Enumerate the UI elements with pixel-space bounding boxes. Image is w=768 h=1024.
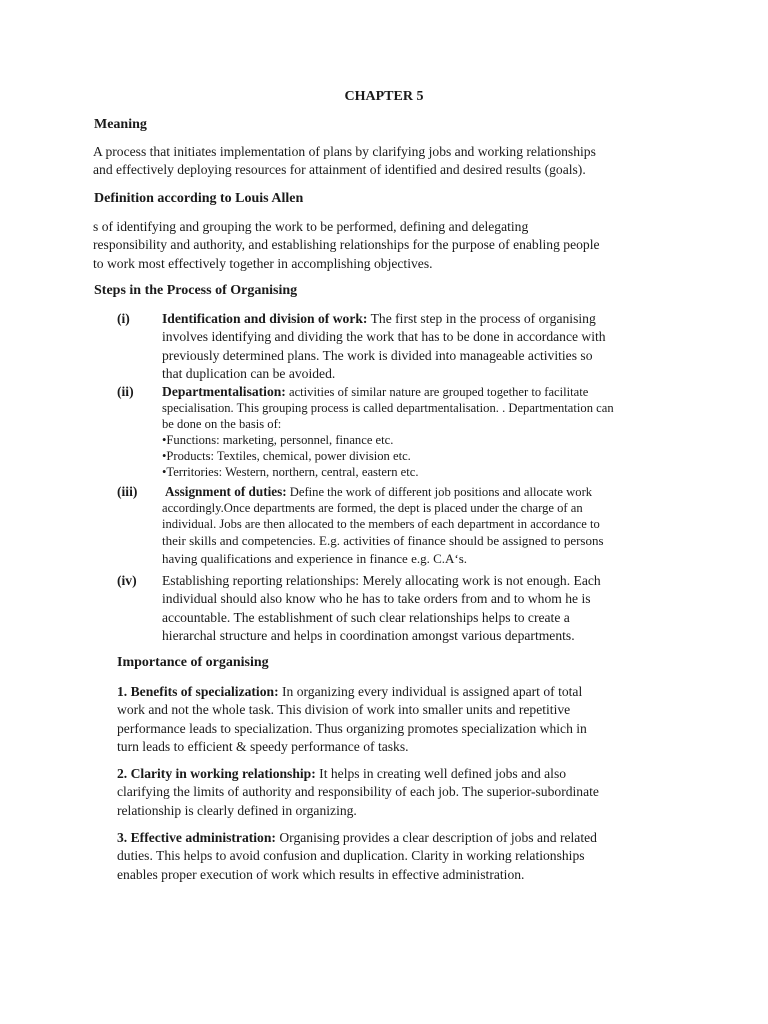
point-text: Organising provides a clear description of jobs and related: [275, 830, 597, 845]
step-body: [162, 572, 682, 645]
step-number: (iii): [117, 484, 138, 499]
step-line: hierarchal structure and helps in coordination amongst various departments.: [162, 627, 575, 643]
step-line: having qualifications and experience in finance e.g. C.A‘s.: [162, 550, 468, 566]
meaning-line: and effectively deploying resources for attainment of identified and desired results (goals).: [93, 162, 586, 178]
point-title: 3. Effective administration:: [117, 830, 276, 845]
definition-line: s of identifying and grouping the work to be performed, defining and delegating: [93, 219, 529, 234]
point-line: enables proper execution of work which results in effective administration.: [117, 866, 525, 882]
step-text: Define the work of different job positions and allocate work: [286, 485, 593, 499]
step-line: individual. Jobs are then allocated to the members of each department in accordance to: [162, 517, 600, 531]
step-line: individual should also know who he has to take orders from and to whom he is: [162, 591, 591, 607]
definition-line: responsibility and authority, and establishing relationships for the purpose of enabling people: [93, 237, 600, 253]
point-title: 1. Benefits of specialization:: [117, 684, 279, 699]
point-line: clarifying the limits of authority and responsibility of each job. The superior-subordinate: [117, 784, 599, 800]
step-line: accountable. The establishment of such clear relationships helps to create a: [162, 609, 570, 625]
step-text: activities of similar nature are grouped together to facilitate: [285, 385, 589, 399]
step-title: Departmentalisation:: [162, 384, 286, 399]
step-title: Assignment of duties:: [165, 484, 287, 499]
meaning-line: A process that initiates implementation of plans by clarifying jobs and working relationships: [93, 144, 596, 159]
point-line: relationship is clearly defined in organizing.: [117, 802, 357, 818]
step-text: The first step in the process of organising: [367, 311, 596, 326]
importance-point: [117, 765, 687, 820]
step-line: that duplication can be avoided.: [162, 365, 336, 381]
importance-point: [117, 829, 687, 884]
step-bullet: •Products: Textiles, chemical, power division etc.: [162, 449, 411, 463]
step-text: Establishing reporting relationships: Merely allocating work is not enough. Each: [162, 573, 601, 588]
step-bullet: •Territories: Western, northern, central, eastern etc.: [162, 465, 419, 479]
step-number: (iv): [117, 573, 137, 588]
step-body: [162, 384, 682, 480]
point-line: work and not the whole task. This division of work into smaller units and repetitive: [117, 702, 571, 718]
definition-heading: Definition according to Louis Allen: [94, 191, 304, 206]
step-line: accordingly.Once departments are formed, the dept is placed under the charge of an: [162, 501, 583, 515]
point-line: turn leads to efficient & speedy performance of tasks.: [117, 738, 409, 754]
steps-heading: Steps in the Process of Organising: [94, 283, 298, 298]
definition-paragraph: [93, 218, 683, 273]
meaning-paragraph: [93, 143, 683, 180]
step-line: previously determined plans. The work is divided into manageable activities so: [162, 347, 593, 363]
point-line: duties. This helps to avoid confusion and duplication. Clarity in working relationships: [117, 848, 585, 864]
chapter-title: CHAPTER 5: [344, 89, 424, 104]
step-line: specialisation. This grouping process is called departmentalisation. . Departmentation can: [162, 401, 614, 415]
step-line: involves identifying and dividing the work that has to be done in accordance with: [162, 329, 606, 345]
definition-line: to work most effectively together in accomplishing objectives.: [93, 255, 433, 271]
step-line: their skills and competencies. E.g. activities of finance should be assigned to persons: [162, 533, 604, 548]
point-text: It helps in creating well defined jobs and also: [315, 766, 567, 781]
step-title: Identification and division of work:: [162, 311, 368, 326]
step-number: (ii): [117, 384, 134, 399]
step-body: [162, 310, 682, 383]
meaning-heading: Meaning: [94, 117, 147, 132]
step-body: [162, 484, 682, 567]
step-number: (i): [117, 311, 130, 326]
importance-heading: Importance of organising: [117, 655, 269, 670]
step-bullet: •Functions: marketing, personnel, finance etc.: [162, 433, 394, 447]
step-line: be done on the basis of:: [162, 417, 282, 431]
importance-point: [117, 683, 687, 756]
point-title: 2. Clarity in working relationship:: [117, 766, 316, 781]
point-line: performance leads to specialization. Thus organizing promotes specialization which in: [117, 720, 587, 736]
point-text: In organizing every individual is assigned apart of total: [278, 684, 583, 699]
